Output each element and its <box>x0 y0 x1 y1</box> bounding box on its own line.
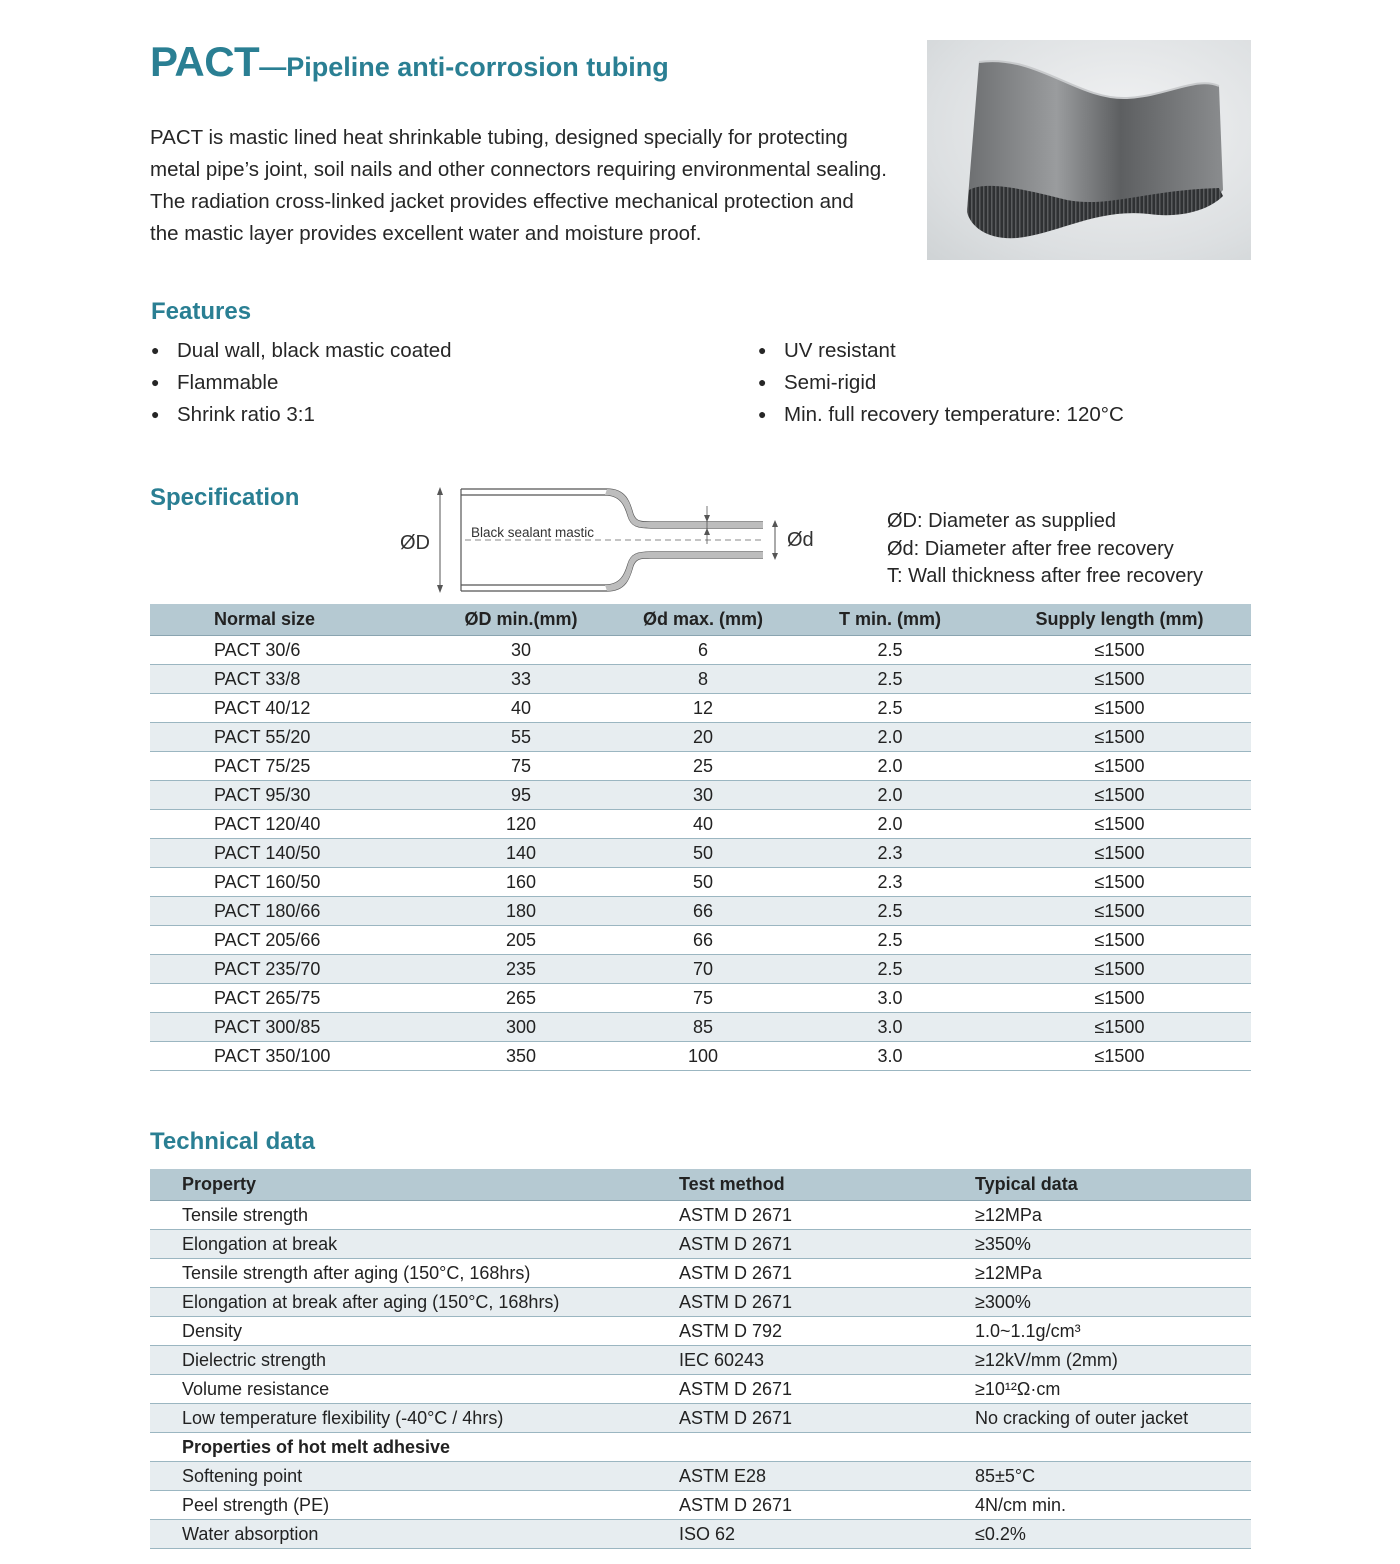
table-cell: PACT 235/70 <box>150 955 428 984</box>
table-cell: Properties of hot melt adhesive <box>150 1433 679 1462</box>
table-cell: 160 <box>428 868 614 897</box>
diagram-mastic-label: Black sealant mastic <box>471 525 595 540</box>
table-cell: ≤1500 <box>988 984 1251 1013</box>
table-cell: ≤1500 <box>988 839 1251 868</box>
table-cell: ≤0.2% <box>975 1520 1251 1549</box>
table-cell: ≥350% <box>975 1230 1251 1259</box>
table-cell: 100 <box>614 1042 792 1071</box>
legend-item: T: Wall thickness after free recovery <box>887 565 1204 587</box>
table-cell: ≤1500 <box>988 636 1251 665</box>
table-cell: PACT 75/25 <box>150 752 428 781</box>
table-cell: ≥10¹²Ω·cm <box>975 1375 1251 1404</box>
table-cell: 265 <box>428 984 614 1013</box>
table-cell: ≤1500 <box>988 810 1251 839</box>
table-cell: ≤1500 <box>988 926 1251 955</box>
table-cell: 85±5°C <box>975 1462 1251 1491</box>
feature-text: Dual wall, black mastic coated <box>177 339 452 362</box>
table-cell: 3.0 <box>792 1042 988 1071</box>
title-main: PACT <box>150 38 260 85</box>
legend-item: ØD: Diameter as supplied <box>887 510 1116 532</box>
table-row <box>150 1230 1251 1259</box>
specification-legend <box>887 508 1203 591</box>
table-cell: PACT 33/8 <box>150 665 428 694</box>
table-header-row <box>150 604 1251 636</box>
table-cell: ASTM D 2671 <box>679 1491 975 1520</box>
table-row <box>150 839 1251 868</box>
table-cell: ASTM D 2671 <box>679 1201 975 1230</box>
table-cell: 3.0 <box>792 1013 988 1042</box>
table-cell: PACT 205/66 <box>150 926 428 955</box>
technical-table-body <box>150 1201 1251 1549</box>
feature-text: Min. full recovery temperature: 120°C <box>784 403 1124 426</box>
bullet-icon: ● <box>758 374 767 390</box>
table-cell: 12 <box>614 694 792 723</box>
table-cell <box>679 1433 975 1462</box>
table-row <box>150 1462 1251 1491</box>
table-cell: 2.0 <box>792 810 988 839</box>
table-cell: ASTM D 2671 <box>679 1288 975 1317</box>
table-cell: Elongation at break <box>150 1230 679 1259</box>
table-header-row <box>150 1169 1251 1201</box>
table-cell: ≤1500 <box>988 955 1251 984</box>
bullet-icon: ● <box>151 406 160 422</box>
table-row <box>150 955 1251 984</box>
table-row <box>150 694 1251 723</box>
table-cell: 3.0 <box>792 984 988 1013</box>
table-cell: Density <box>150 1317 679 1346</box>
table-cell: Low temperature flexibility (-40°C / 4hrs) <box>150 1404 679 1433</box>
table-cell: ASTM D 2671 <box>679 1230 975 1259</box>
table-row <box>150 868 1251 897</box>
table-cell: 30 <box>428 636 614 665</box>
table-row <box>150 1346 1251 1375</box>
table-cell: 205 <box>428 926 614 955</box>
table-cell: 2.5 <box>792 636 988 665</box>
table-row <box>150 1259 1251 1288</box>
table-row <box>150 636 1251 665</box>
table-cell: PACT 30/6 <box>150 636 428 665</box>
table-cell: ≤1500 <box>988 868 1251 897</box>
table-cell: 66 <box>614 897 792 926</box>
table-cell: 85 <box>614 1013 792 1042</box>
table-cell: PACT 120/40 <box>150 810 428 839</box>
table-cell: 95 <box>428 781 614 810</box>
table-cell: Peel strength (PE) <box>150 1491 679 1520</box>
table-cell: 50 <box>614 868 792 897</box>
table-cell: 4N/cm min. <box>975 1491 1251 1520</box>
table-row <box>150 752 1251 781</box>
table-cell: 30 <box>614 781 792 810</box>
table-cell: ≥12MPa <box>975 1259 1251 1288</box>
table-row <box>150 926 1251 955</box>
column-header: T min. (mm) <box>792 604 988 636</box>
table-cell: ASTM D 792 <box>679 1317 975 1346</box>
specification-title: Specification <box>150 484 300 511</box>
feature-item <box>151 334 452 366</box>
table-row <box>150 1317 1251 1346</box>
features-title: Features <box>151 298 252 325</box>
product-photo <box>927 40 1251 260</box>
table-cell <box>975 1433 1251 1462</box>
table-cell: 350 <box>428 1042 614 1071</box>
column-header: Normal size <box>150 604 428 636</box>
title-sub: —Pipeline anti-corrosion tubing <box>259 52 669 82</box>
table-cell: ≤1500 <box>988 1013 1251 1042</box>
table-cell: ASTM D 2671 <box>679 1259 975 1288</box>
table-cell: PACT 265/75 <box>150 984 428 1013</box>
table-cell: 50 <box>614 839 792 868</box>
table-row <box>150 984 1251 1013</box>
table-row <box>150 1201 1251 1230</box>
intro-line: metal pipe’s joint, soil nails and other connectors requiring environmental sealing. <box>150 158 887 181</box>
technical-table <box>150 1169 1251 1549</box>
table-cell: ≤1500 <box>988 897 1251 926</box>
table-cell: Water absorption <box>150 1520 679 1549</box>
table-row <box>150 810 1251 839</box>
table-cell: 2.0 <box>792 723 988 752</box>
table-cell: 20 <box>614 723 792 752</box>
table-cell: Elongation at break after aging (150°C, 168hrs) <box>150 1288 679 1317</box>
table-cell: IEC 60243 <box>679 1346 975 1375</box>
table-row <box>150 1520 1251 1549</box>
bullet-icon: ● <box>151 374 160 390</box>
table-cell: ≤1500 <box>988 694 1251 723</box>
table-row <box>150 1042 1251 1071</box>
table-cell: 25 <box>614 752 792 781</box>
tubing-illustration <box>927 40 1251 260</box>
tubing-diagram <box>395 484 835 596</box>
table-cell: Softening point <box>150 1462 679 1491</box>
bullet-icon: ● <box>758 342 767 358</box>
table-cell: ≤1500 <box>988 1042 1251 1071</box>
table-cell: 55 <box>428 723 614 752</box>
table-row <box>150 1013 1251 1042</box>
table-cell: PACT 180/66 <box>150 897 428 926</box>
table-cell: 2.3 <box>792 868 988 897</box>
table-cell: 40 <box>614 810 792 839</box>
table-row <box>150 897 1251 926</box>
table-cell: 1.0~1.1g/cm³ <box>975 1317 1251 1346</box>
table-row <box>150 1404 1251 1433</box>
feature-item <box>151 366 452 398</box>
table-row <box>150 1288 1251 1317</box>
table-cell: 33 <box>428 665 614 694</box>
table-cell: ASTM D 2671 <box>679 1375 975 1404</box>
table-cell: ASTM D 2671 <box>679 1404 975 1433</box>
column-header: Ød max. (mm) <box>614 604 792 636</box>
feature-text: Semi-rigid <box>784 371 877 394</box>
table-cell: 2.5 <box>792 665 988 694</box>
table-cell: 70 <box>614 955 792 984</box>
feature-text: Flammable <box>177 371 279 394</box>
column-header: Property <box>150 1169 679 1201</box>
column-header: Supply length (mm) <box>988 604 1251 636</box>
table-cell: No cracking of outer jacket <box>975 1404 1251 1433</box>
table-row <box>150 723 1251 752</box>
table-cell: 2.0 <box>792 781 988 810</box>
feature-item <box>758 366 1124 398</box>
table-cell: PACT 140/50 <box>150 839 428 868</box>
table-cell: Tensile strength <box>150 1201 679 1230</box>
table-cell: 2.5 <box>792 897 988 926</box>
table-cell: ASTM E28 <box>679 1462 975 1491</box>
table-cell: 120 <box>428 810 614 839</box>
table-cell: 300 <box>428 1013 614 1042</box>
table-cell: PACT 95/30 <box>150 781 428 810</box>
table-cell: Dielectric strength <box>150 1346 679 1375</box>
feature-text: UV resistant <box>784 339 896 362</box>
table-cell: 66 <box>614 926 792 955</box>
intro-line: PACT is mastic lined heat shrinkable tubing, designed specially for protecting <box>150 126 848 149</box>
specification-table <box>150 604 1251 1071</box>
table-cell: PACT 350/100 <box>150 1042 428 1071</box>
diagram-label-D: ØD <box>400 532 430 554</box>
table-cell: 2.0 <box>792 752 988 781</box>
table-cell: 140 <box>428 839 614 868</box>
table-cell: ≥12kV/mm (2mm) <box>975 1346 1251 1375</box>
bullet-icon: ● <box>758 406 767 422</box>
table-cell: ≤1500 <box>988 665 1251 694</box>
table-cell: 2.5 <box>792 955 988 984</box>
table-cell: 235 <box>428 955 614 984</box>
feature-text: Shrink ratio 3:1 <box>177 403 315 426</box>
table-cell: Tensile strength after aging (150°C, 168hrs) <box>150 1259 679 1288</box>
table-cell: ISO 62 <box>679 1520 975 1549</box>
table-cell: PACT 300/85 <box>150 1013 428 1042</box>
features-list-left <box>151 334 452 430</box>
table-cell: 75 <box>428 752 614 781</box>
table-cell: 2.5 <box>792 694 988 723</box>
table-cell: 40 <box>428 694 614 723</box>
intro-line: The radiation cross-linked jacket provides effective mechanical protection and <box>150 190 854 213</box>
diagram-label-d: Ød <box>787 529 814 551</box>
column-header: Typical data <box>975 1169 1251 1201</box>
table-section-row <box>150 1433 1251 1462</box>
intro-paragraph <box>150 122 910 250</box>
bullet-icon: ● <box>151 342 160 358</box>
column-header: Test method <box>679 1169 975 1201</box>
feature-item <box>758 398 1124 430</box>
table-cell: ≥12MPa <box>975 1201 1251 1230</box>
intro-line: the mastic layer provides excellent water and moisture proof. <box>150 222 702 245</box>
specification-table-body <box>150 636 1251 1071</box>
table-cell: ≥300% <box>975 1288 1251 1317</box>
table-cell: ≤1500 <box>988 723 1251 752</box>
table-cell: ≤1500 <box>988 781 1251 810</box>
table-cell: 8 <box>614 665 792 694</box>
table-cell: 2.3 <box>792 839 988 868</box>
technical-title: Technical data <box>150 1128 315 1155</box>
feature-item <box>758 334 1124 366</box>
table-row <box>150 781 1251 810</box>
table-cell: 75 <box>614 984 792 1013</box>
table-cell: PACT 55/20 <box>150 723 428 752</box>
table-row <box>150 1491 1251 1520</box>
table-cell: 6 <box>614 636 792 665</box>
column-header: ØD min.(mm) <box>428 604 614 636</box>
table-cell: Volume resistance <box>150 1375 679 1404</box>
table-row <box>150 1375 1251 1404</box>
table-cell: ≤1500 <box>988 752 1251 781</box>
table-cell: 2.5 <box>792 926 988 955</box>
table-row <box>150 665 1251 694</box>
features-list-right <box>758 334 1124 430</box>
table-cell: PACT 160/50 <box>150 868 428 897</box>
feature-item <box>151 398 452 430</box>
legend-item: Ød: Diameter after free recovery <box>887 537 1174 560</box>
table-cell: PACT 40/12 <box>150 694 428 723</box>
page-title <box>150 38 669 86</box>
table-cell: 180 <box>428 897 614 926</box>
